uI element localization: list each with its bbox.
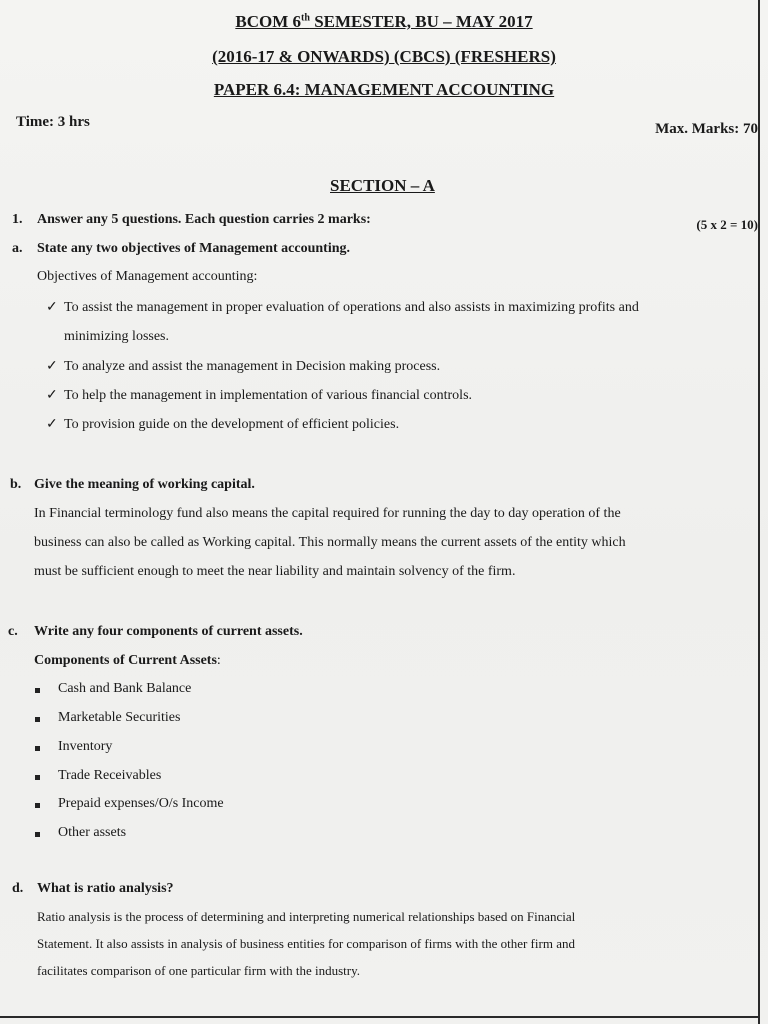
time-label: Time: 3 hrs [16,114,90,130]
component-item-6: Other assets [58,825,127,840]
component-item-4: Trade Receivables [58,768,162,783]
question-d-letter: d. [12,881,24,896]
answer-d-line-1: Ratio analysis is the process of determining and interpreting numerical relationships based on Financial [37,909,576,924]
header-line-3 [0,80,768,100]
question-a-intro: Objectives of Management accounting: [37,269,258,284]
question-a-letter: a. [12,241,23,256]
check-icon: ✓ [46,359,58,374]
answer-d-line-3: facilitates comparison of one particular firm with the industry. [37,963,360,978]
check-icon: ✓ [46,300,58,315]
component-item-1: Cash and Bank Balance [58,681,192,696]
header-line-2 [0,47,768,67]
square-bullet-icon [35,688,40,693]
component-item-5: Prepaid expenses/O/s Income [58,796,224,811]
objective-3: To help the management in implementation of various financial controls. [64,388,473,403]
check-icon: ✓ [46,388,58,403]
page-border-right [758,0,760,1024]
square-bullet-icon [35,746,40,751]
component-item-3: Inventory [58,739,113,754]
question-a-text: State any two objectives of Management accounting. [37,241,351,256]
question-c-letter: c. [8,624,18,639]
instruction-marks: (5 x 2 = 10) [696,217,758,232]
section-title: SECTION – A [330,176,435,195]
answer-b-line-3: must be sufficient enough to meet the near liability and maintain solvency of the firm. [34,564,516,579]
components-subheading-colon: : [216,653,221,668]
answer-b-line-2: business can also be called as Working capital. This normally means the current assets of the entity which [34,535,626,550]
instruction-text: Answer any 5 questions. Each question carries 2 marks: [37,212,371,227]
square-bullet-icon [35,717,40,722]
header-scheme: (2016-17 & ONWARDS) (CBCS) (FRESHERS) [212,47,556,66]
header-line-1 [0,12,768,32]
square-bullet-icon [35,832,40,837]
objective-1-line-1: To assist the management in proper evaluation of operations and also assists in maximizing profits and [64,300,639,315]
header-sup: th [301,12,310,24]
square-bullet-icon [35,775,40,780]
component-item-2: Marketable Securities [58,710,181,725]
question-b-text: Give the meaning of working capital. [34,477,255,492]
square-bullet-icon [35,803,40,808]
header-semester: SEMESTER, BU – MAY 2017 [309,12,533,31]
objective-1-line-2: minimizing losses. [64,329,169,344]
check-icon: ✓ [46,417,58,432]
page-border-bottom [0,1016,760,1018]
components-subheading-text: Components of Current Assets [34,653,217,668]
answer-d-line-2: Statement. It also assists in analysis of business entities for comparison of firms with the other firm and [37,936,575,951]
max-marks-label: Max. Marks: 70 [655,121,758,137]
question-c-text: Write any four components of current assets. [34,624,303,639]
header-course: BCOM 6 [235,12,302,31]
question-d-text: What is ratio analysis? [37,881,174,896]
answer-b-line-1: In Financial terminology fund also means the capital required for running the day to day operation of the [34,506,621,521]
objective-4: To provision guide on the development of efficient policies. [64,417,400,432]
components-subheading [34,653,221,669]
question-b-letter: b. [10,477,22,492]
paper-title: PAPER 6.4: MANAGEMENT ACCOUNTING [213,80,555,99]
instruction-number: 1. [12,212,23,227]
objective-2: To analyze and assist the management in Decision making process. [64,359,441,374]
